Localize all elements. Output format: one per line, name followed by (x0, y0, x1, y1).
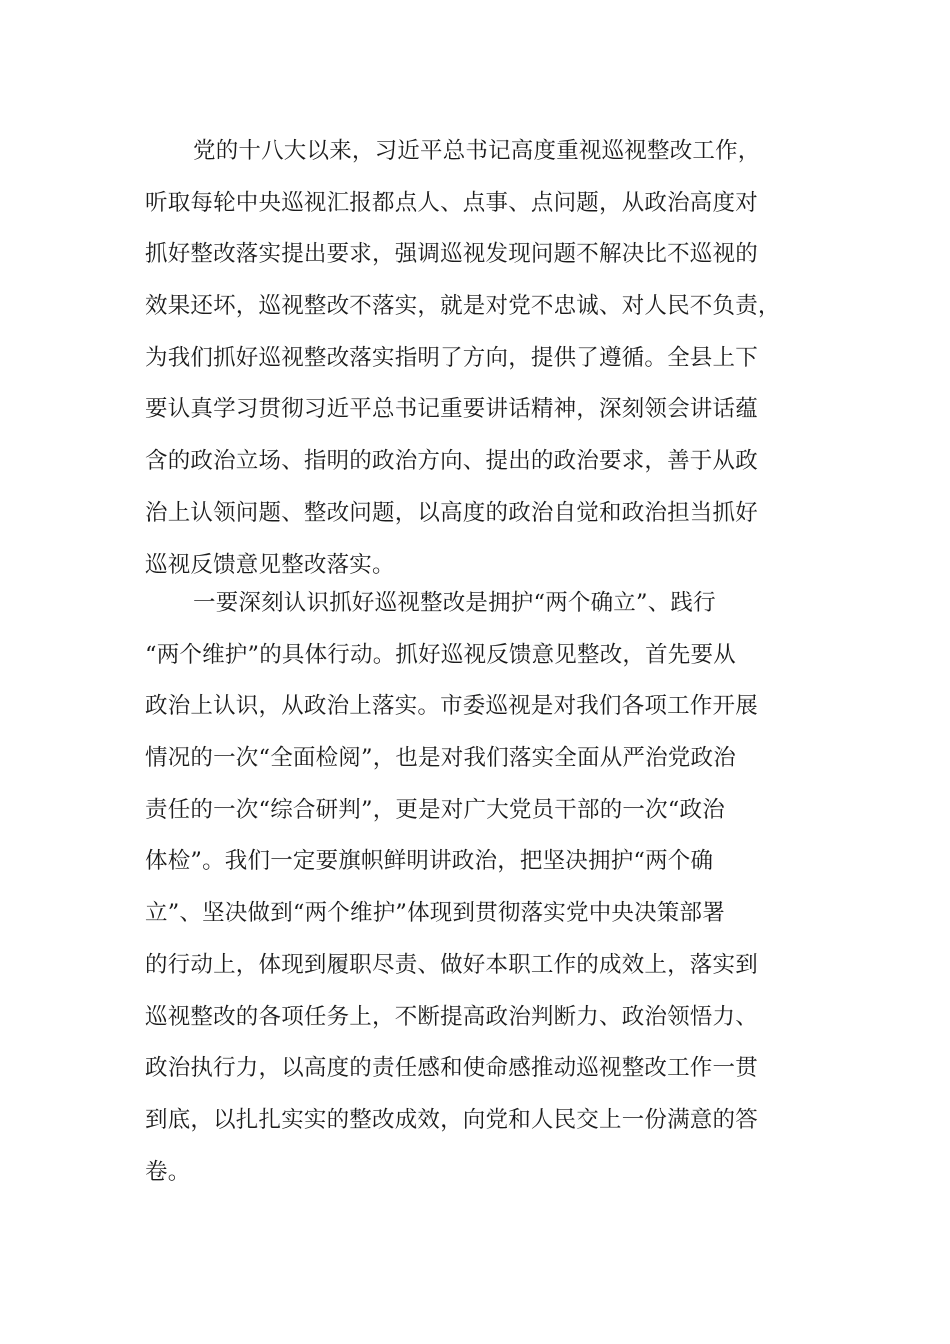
text-line: 听取每轮中央巡视汇报都点人、点事、点问题，从政治高度对 (145, 189, 758, 216)
text-line: 政治执行力，以高度的责任感和使命感推动巡视整改工作一贯 (145, 1055, 758, 1082)
text-line: 立”、坚决做到“两个维护”体现到贯彻落实党中央决策部署 (145, 900, 725, 927)
text-line: 到底，以扎扎实实的整改成效，向党和人民交上一份满意的答 (145, 1106, 758, 1133)
text-line: 要认真学习贯彻习近平总书记重要讲话精神，深刻领会讲话蕴 (145, 396, 758, 423)
text-line: 含的政治立场、指明的政治方向、提出的政治要求，善于从政 (145, 448, 758, 475)
text-line: 情况的一次“全面检阅”，也是对我们落实全面从严治党政治 (145, 745, 736, 772)
text-line: “两个维护”的具体行动。抓好巡视反馈意见整改，首先要从 (145, 641, 736, 668)
text-line: 治上认领问题、整改问题，以高度的政治自觉和政治担当抓好 (145, 499, 758, 526)
text-line: 为我们抓好巡视整改落实指明了方向，提供了遵循。全县上下 (145, 344, 758, 371)
paragraph-1 (145, 126, 781, 591)
text-line: 效果还坏，巡视整改不落实，就是对党不忠诚、对人民不负责， (145, 293, 781, 320)
text-line: 巡视整改的各项任务上，不断提高政治判断力、政治领悟力、 (145, 1003, 758, 1030)
text-line: 党的十八大以来，习近平总书记高度重视巡视整改工作， (193, 138, 761, 164)
text-line: 巡视反馈意见整改落实。 (145, 551, 395, 578)
text-line: 政治上认识，从政治上落实。市委巡视是对我们各项工作开展 (145, 693, 758, 720)
paragraph-2 (145, 578, 758, 1198)
text-line: 抓好整改落实提出要求，强调巡视发现问题不解决比不巡视的 (145, 241, 758, 268)
text-line: 的行动上，体现到履职尽责、做好本职工作的成效上，落实到 (145, 951, 758, 978)
text-line: 责任的一次“综合研判”，更是对广大党员干部的一次“政治 (145, 796, 725, 823)
text-line: 一要深刻认识抓好巡视整改是拥护“两个确立”、践行 (193, 590, 716, 616)
text-line: 卷。 (145, 1158, 191, 1185)
text-line: 体检”。我们一定要旗帜鲜明讲政治，把坚决拥护“两个确 (145, 848, 714, 875)
